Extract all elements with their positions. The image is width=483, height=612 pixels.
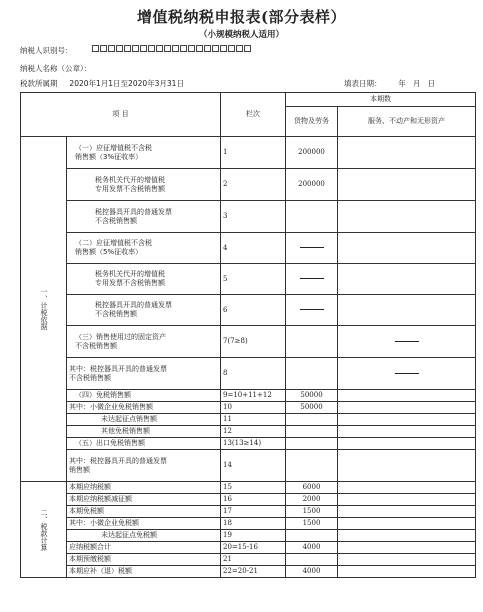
cell-services-assets[interactable]: [338, 438, 476, 450]
cell-services-assets[interactable]: [338, 426, 476, 438]
table-row: [21, 402, 476, 414]
table-row: [21, 169, 476, 201]
section-tax-basis: 一、计税依据: [21, 137, 67, 482]
row-item-label: （一）应征增值税不含税 销售额（3%征收率）: [67, 137, 221, 169]
cell-goods-services[interactable]: [286, 530, 338, 542]
cell-goods-services[interactable]: 200000: [286, 169, 338, 201]
table-row: [21, 358, 476, 390]
cell-goods-services[interactable]: [286, 201, 338, 233]
table-row: [21, 506, 476, 518]
taxpayer-id-box[interactable]: [172, 45, 179, 52]
tax-period-value: 2020年1月1日至2020年3月31日: [69, 79, 184, 88]
row-item-label: 未达起征点销售额: [67, 414, 221, 426]
col-header-goods: 货物及劳务: [286, 107, 338, 137]
col-header-item: 项 目: [21, 93, 221, 137]
row-item-label: 本期免税额: [67, 506, 221, 518]
cell-goods-services[interactable]: [286, 414, 338, 426]
taxpayer-id-box[interactable]: [180, 45, 187, 52]
not-applicable-dash: [300, 278, 324, 279]
taxpayer-id-box[interactable]: [244, 45, 251, 52]
row-item-label: （二）应征增值税不含税 销售额（5%征收率）: [67, 233, 221, 264]
cell-goods-services[interactable]: 200000: [286, 137, 338, 169]
cell-services-assets[interactable]: [338, 566, 476, 578]
row-item-label: 未达起征点免税额: [67, 530, 221, 542]
table-row: [21, 438, 476, 450]
row-item-label: 其中：税控器具开具的普通发票 不含税销售额: [67, 358, 221, 390]
cell-goods-services[interactable]: 1500: [286, 518, 338, 530]
row-line-number: 20=15-16: [221, 542, 286, 554]
taxpayer-id-box[interactable]: [116, 45, 123, 52]
row-line-number: 2: [221, 169, 286, 201]
row-line-number: 16: [221, 494, 286, 506]
cell-services-assets[interactable]: [338, 233, 476, 264]
not-applicable-dash: [300, 309, 324, 310]
cell-services-assets[interactable]: [338, 506, 476, 518]
row-item-label: 其他免税销售额: [67, 426, 221, 438]
cell-services-assets[interactable]: [338, 358, 476, 390]
col-header-services: 服务、不动产和无形资产: [338, 107, 476, 137]
fill-date-month: 月: [412, 79, 421, 88]
row-item-label: 税控器具开具的普通发票 不含税销售额: [67, 201, 221, 233]
row-line-number: 17: [221, 506, 286, 518]
cell-services-assets[interactable]: [338, 518, 476, 530]
taxpayer-id-box[interactable]: [164, 45, 171, 52]
table-row: [21, 390, 476, 402]
fill-date-year: 年: [398, 79, 406, 88]
taxpayer-id-box[interactable]: [148, 45, 155, 52]
cell-services-assets[interactable]: [338, 450, 476, 482]
row-item-label: （三）销售使用过的固定资产 不含税销售额: [67, 326, 221, 358]
row-item-label: 其中：小微企业免税额: [67, 518, 221, 530]
cell-services-assets[interactable]: [338, 201, 476, 233]
row-item-label: 本期应补（退）税额: [67, 566, 221, 578]
taxpayer-id-box[interactable]: [188, 45, 195, 52]
cell-services-assets[interactable]: [338, 326, 476, 358]
row-line-number: 15: [221, 482, 286, 494]
row-line-number: 19: [221, 530, 286, 542]
table-row: [21, 414, 476, 426]
tax-period: [20, 78, 184, 89]
taxpayer-id-box[interactable]: [156, 45, 163, 52]
not-applicable-dash: [300, 247, 324, 248]
cell-services-assets[interactable]: [338, 264, 476, 295]
row-line-number: 22=20-21: [221, 566, 286, 578]
cell-goods-services[interactable]: [286, 264, 338, 295]
row-item-label: 本期预缴税额: [67, 554, 221, 566]
not-applicable-dash: [395, 341, 419, 342]
cell-goods-services[interactable]: [286, 426, 338, 438]
row-item-label: 其中：小微企业免税销售额: [67, 402, 221, 414]
taxpayer-id-box[interactable]: [140, 45, 147, 52]
cell-services-assets[interactable]: [338, 542, 476, 554]
table-row: [21, 295, 476, 326]
table-row: [21, 518, 476, 530]
row-line-number: 4: [221, 233, 286, 264]
taxpayer-id-box[interactable]: [108, 45, 115, 52]
row-line-number: 14: [221, 450, 286, 482]
row-line-number: 1: [221, 137, 286, 169]
cell-goods-services[interactable]: [286, 233, 338, 264]
fill-date-day: 日: [427, 79, 436, 88]
declaration-table: [20, 92, 476, 578]
row-item-label: 其中：税控器具开具的普通发票 销售额: [67, 450, 221, 482]
row-line-number: 7(7≥8): [221, 326, 286, 358]
cell-goods-services[interactable]: [286, 358, 338, 390]
row-item-label: 税务机关代开的增值税 专用发票不含税销售额: [67, 169, 221, 201]
col-header-current-period: 本期数: [286, 93, 476, 107]
row-line-number: 9=10+11+12: [221, 390, 286, 402]
table-row: [21, 137, 476, 169]
row-line-number: 18: [221, 518, 286, 530]
row-line-number: 21: [221, 554, 286, 566]
col-header-line: 栏次: [221, 93, 286, 137]
row-item-label: 本期应纳税额减征额: [67, 494, 221, 506]
table-row: [21, 482, 476, 494]
cell-services-assets[interactable]: [338, 295, 476, 326]
row-line-number: 6: [221, 295, 286, 326]
row-item-label: 应纳税额合计: [67, 542, 221, 554]
cell-services-assets[interactable]: [338, 494, 476, 506]
table-row: [21, 326, 476, 358]
cell-services-assets[interactable]: [338, 530, 476, 542]
table-row: [21, 450, 476, 482]
cell-goods-services[interactable]: [286, 438, 338, 450]
taxpayer-id-box[interactable]: [100, 45, 107, 52]
cell-services-assets[interactable]: [338, 554, 476, 566]
table-row: [21, 566, 476, 578]
tax-period-label: 税款所属期: [20, 79, 58, 88]
row-item-label: （五）出口免税销售额: [67, 438, 221, 450]
row-line-number: 3: [221, 201, 286, 233]
row-line-number: 5: [221, 264, 286, 295]
taxpayer-id-box[interactable]: [204, 45, 211, 52]
taxpayer-id-box[interactable]: [212, 45, 219, 52]
cell-goods-services[interactable]: 4000: [286, 566, 338, 578]
cell-services-assets[interactable]: [338, 482, 476, 494]
taxpayer-id-box[interactable]: [220, 45, 227, 52]
row-line-number: 13(13≥14): [221, 438, 286, 450]
table-row: [21, 233, 476, 264]
row-item-label: 税控器具开具的普通发票 不含税销售额: [67, 295, 221, 326]
row-line-number: 11: [221, 414, 286, 426]
table-row: [21, 201, 476, 233]
cell-goods-services[interactable]: 50000: [286, 402, 338, 414]
cell-services-assets[interactable]: [338, 137, 476, 169]
cell-goods-services[interactable]: [286, 554, 338, 566]
taxpayer-id-label: 纳税人识别号：: [20, 46, 73, 55]
cell-goods-services[interactable]: [286, 450, 338, 482]
cell-services-assets[interactable]: [338, 402, 476, 414]
cell-goods-services[interactable]: 6000: [286, 482, 338, 494]
section-tax-computation: 二、税款计算: [21, 482, 67, 578]
cell-goods-services[interactable]: 1500: [286, 506, 338, 518]
form-title: 增值税纳税申报表(部分表样）: [136, 8, 347, 26]
cell-goods-services[interactable]: 2000: [286, 494, 338, 506]
cell-services-assets[interactable]: [338, 414, 476, 426]
fill-date: [344, 78, 435, 89]
fill-date-label: 填表日期：: [344, 79, 382, 88]
row-line-number: 12: [221, 426, 286, 438]
taxpayer-id-box[interactable]: [132, 45, 139, 52]
cell-goods-services[interactable]: 50000: [286, 390, 338, 402]
taxpayer-id-box[interactable]: [196, 45, 203, 52]
taxpayer-id-box[interactable]: [92, 45, 99, 52]
table-row: [21, 542, 476, 554]
taxpayer-name-label: 纳税人名称（公章）：: [20, 64, 92, 73]
row-item-label: （四）免税销售额: [67, 390, 221, 402]
taxpayer-id-box[interactable]: [228, 45, 235, 52]
cell-goods-services[interactable]: [286, 326, 338, 358]
cell-goods-services[interactable]: 4000: [286, 542, 338, 554]
table-row: [21, 554, 476, 566]
taxpayer-id-boxes[interactable]: [92, 45, 251, 52]
row-item-label: 本期应纳税额: [67, 482, 221, 494]
table-row: [21, 264, 476, 295]
row-line-number: 8: [221, 358, 286, 390]
row-item-label: 税务机关代开的增值税 专用发票不含税销售额: [67, 264, 221, 295]
form-subtitle: （小规模纳税人适用）: [198, 30, 284, 40]
table-row: [21, 530, 476, 542]
table-row: [21, 494, 476, 506]
taxpayer-id-box[interactable]: [236, 45, 243, 52]
cell-services-assets[interactable]: [338, 169, 476, 201]
taxpayer-id-box[interactable]: [124, 45, 131, 52]
cell-goods-services[interactable]: [286, 295, 338, 326]
table-row: [21, 426, 476, 438]
cell-services-assets[interactable]: [338, 390, 476, 402]
row-line-number: 10: [221, 402, 286, 414]
not-applicable-dash: [395, 373, 419, 374]
